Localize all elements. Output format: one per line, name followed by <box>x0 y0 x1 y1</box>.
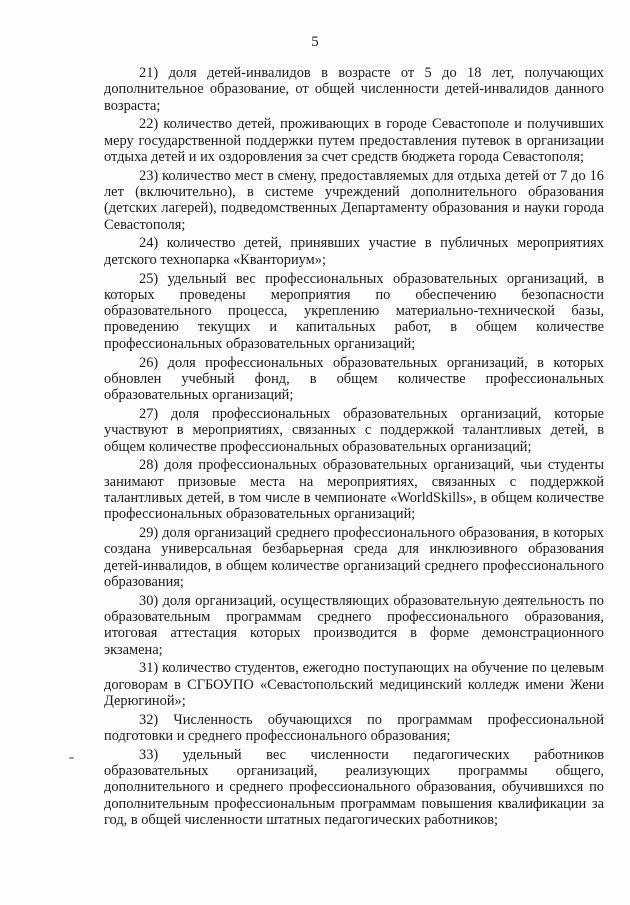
page-number: 5 <box>311 34 319 50</box>
item-text: доля профессиональных образовательных организаций, чьи студенты занимают призовые места на мероприятиях, связанных с поддержкой талантливых детей, в том числе в чемпионате «WorldSkills», в общем количестве профессиональных образовательных организаций; <box>104 457 604 523</box>
item-number: 28) <box>139 457 159 474</box>
item-text: количество мест в смену, предоставляемых для отдыха детей от 7 до 16 лет (включительно), в системе учреждений дополнительного образования (детских лагерей), подведомственных Департаменту образования и науки города Севастополя; <box>104 167 604 233</box>
item-number: 26) <box>139 354 159 371</box>
item-text: доля профессиональных образовательных организаций, которые участвуют в мероприятиях, связанных с поддержкой талантливых детей, в общем количестве профессиональных образовательных организаций; <box>104 405 604 455</box>
item-text: доля организаций среднего профессионального образования, в которых создана универсальная безбарьерная среда для инклюзивного образования детей-инвалидов, в общем количестве организаций среднего профессионального образования; <box>104 525 604 590</box>
item-text: Численность обучающихся по программам профессиональной подготовки и среднего профессионального образования; <box>104 711 604 745</box>
item-text: доля детей-инвалидов в возрасте от 5 до 18 лет, получающих дополнительное образование, от общей численности детей-инвалидов данного возраста; <box>104 65 604 114</box>
list-item <box>104 525 604 590</box>
item-text: количество детей, проживающих в городе Севастополе и получивших меру государственной поддержки путем предоставления путевок в организации отдыха детей и их оздоровления за счет средств бюджета города Севастополя; <box>104 116 604 165</box>
item-number: 31) <box>139 660 159 677</box>
item-number: 33) <box>139 746 159 763</box>
list-item <box>104 271 604 352</box>
list-item <box>104 235 604 268</box>
list-item <box>104 457 604 522</box>
item-number: 32) <box>139 711 159 728</box>
item-text: удельный вес профессиональных образовательных организаций, в которых проведены мероприятия по обеспечению безопасности образовательного процесса, укреплению материально-технической базы, проведению текущих и капитальных работ, в общем количестве профессиональных образовательных организаций; <box>104 270 604 352</box>
item-text: доля организаций, осуществляющих образовательную деятельность по образовательным программам среднего профессионального образования, итоговая аттестация которых производится в форме демонстрационного экзамена; <box>104 592 604 658</box>
item-number: 25) <box>139 270 159 287</box>
scan-mark <box>69 757 74 759</box>
item-text: количество детей, принявших участие в публичных мероприятиях детского технопарка «Кванториум»; <box>104 235 604 268</box>
item-number: 24) <box>139 235 159 252</box>
list-item <box>104 593 604 658</box>
list-item <box>104 660 604 709</box>
item-number: 30) <box>139 592 159 609</box>
list-item <box>104 712 604 745</box>
list-item <box>104 65 604 114</box>
item-number: 22) <box>139 116 159 133</box>
item-number: 27) <box>139 405 159 422</box>
list-item <box>104 168 604 233</box>
item-text: доля профессиональных образовательных организаций, в которых обновлен учебный фонд, в общем количестве профессиональных образовательных организаций; <box>104 354 604 404</box>
item-number: 21) <box>139 65 159 81</box>
item-text: количество студентов, ежегодно поступающих на обучение по целевым договорам в СГБОУПО «Севастопольский медицинский колледж имени Жени Дерюгиной»; <box>104 660 604 709</box>
document-body <box>104 65 604 831</box>
list-item <box>104 406 604 455</box>
list-item <box>104 747 604 828</box>
item-text: удельный вес численности педагогических работников образовательных организаций, реализующих программы общего, дополнительного и среднего профессионального образования, обучившихся по дополнительным профессиональным программам повышения квалификации за год, в общей численности штатных педагогических работников; <box>104 746 604 829</box>
item-number: 29) <box>139 525 159 542</box>
item-number: 23) <box>139 167 159 184</box>
list-item <box>104 116 604 165</box>
list-item <box>104 355 604 404</box>
